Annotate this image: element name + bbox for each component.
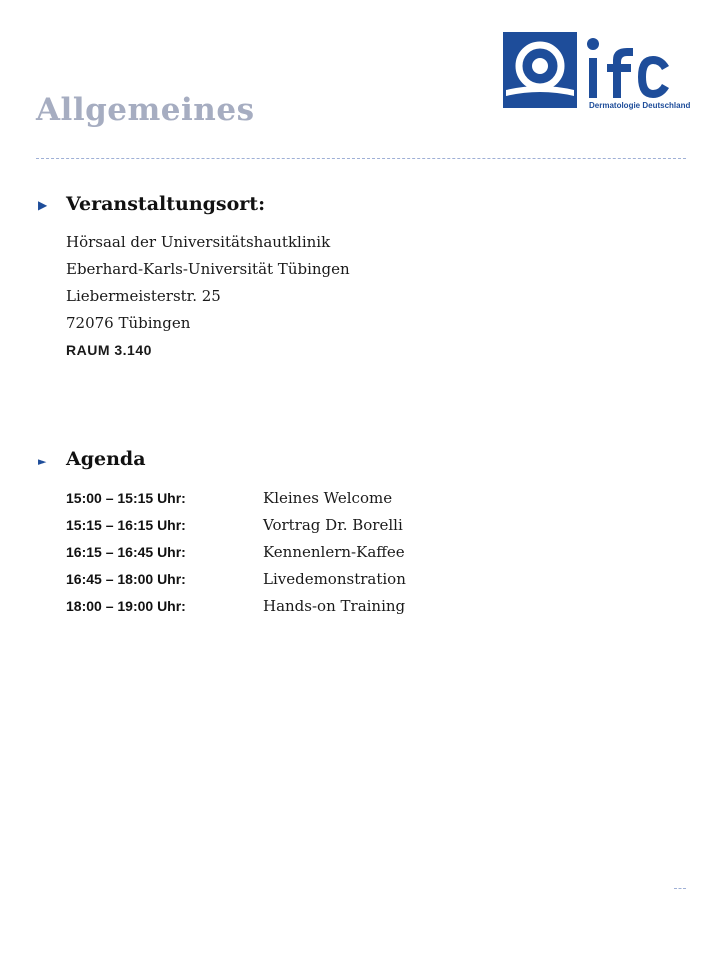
agenda-label: Kennenlern-Kaffee [263,543,405,561]
triangle-right-icon: ▶ [38,198,48,212]
agenda-label: Livedemonstration [263,570,406,588]
agenda-heading: Agenda [66,448,146,470]
agenda-time: 15:00 – 15:15 Uhr: [66,490,186,506]
room-number: RAUM 3.140 [66,342,152,358]
agenda-label: Vortrag Dr. Borelli [263,516,403,534]
agenda-list [66,484,406,619]
logo-subtitle: Dermatologie Deutschland [589,101,691,110]
agenda-item [66,484,406,511]
venue-heading: Veranstaltungsort: [66,193,266,215]
address-line: Hörsaal der Universitätshautklinik [66,233,331,251]
agenda-item [66,592,406,619]
pointer-right-icon: ► [38,455,47,468]
page-title: Allgemeines [36,92,255,128]
agenda-item [66,538,406,565]
agenda-time: 16:45 – 18:00 Uhr: [66,571,186,587]
address-line: Liebermeisterstr. 25 [66,287,221,305]
address-line: Eberhard-Karls-Universität Tübingen [66,260,350,278]
ifc-logo [503,30,691,110]
address-line: 72076 Tübingen [66,314,191,332]
footer-divider-mark [674,888,686,889]
title-divider [36,158,686,159]
agenda-time: 18:00 – 19:00 Uhr: [66,598,186,614]
agenda-time: 16:15 – 16:45 Uhr: [66,544,186,560]
agenda-label: Hands-on Training [263,597,406,615]
agenda-label: Kleines Welcome [263,489,393,507]
agenda-item [66,511,406,538]
agenda-item [66,565,406,592]
agenda-time: 15:15 – 16:15 Uhr: [66,517,186,533]
venue-address [66,229,350,364]
